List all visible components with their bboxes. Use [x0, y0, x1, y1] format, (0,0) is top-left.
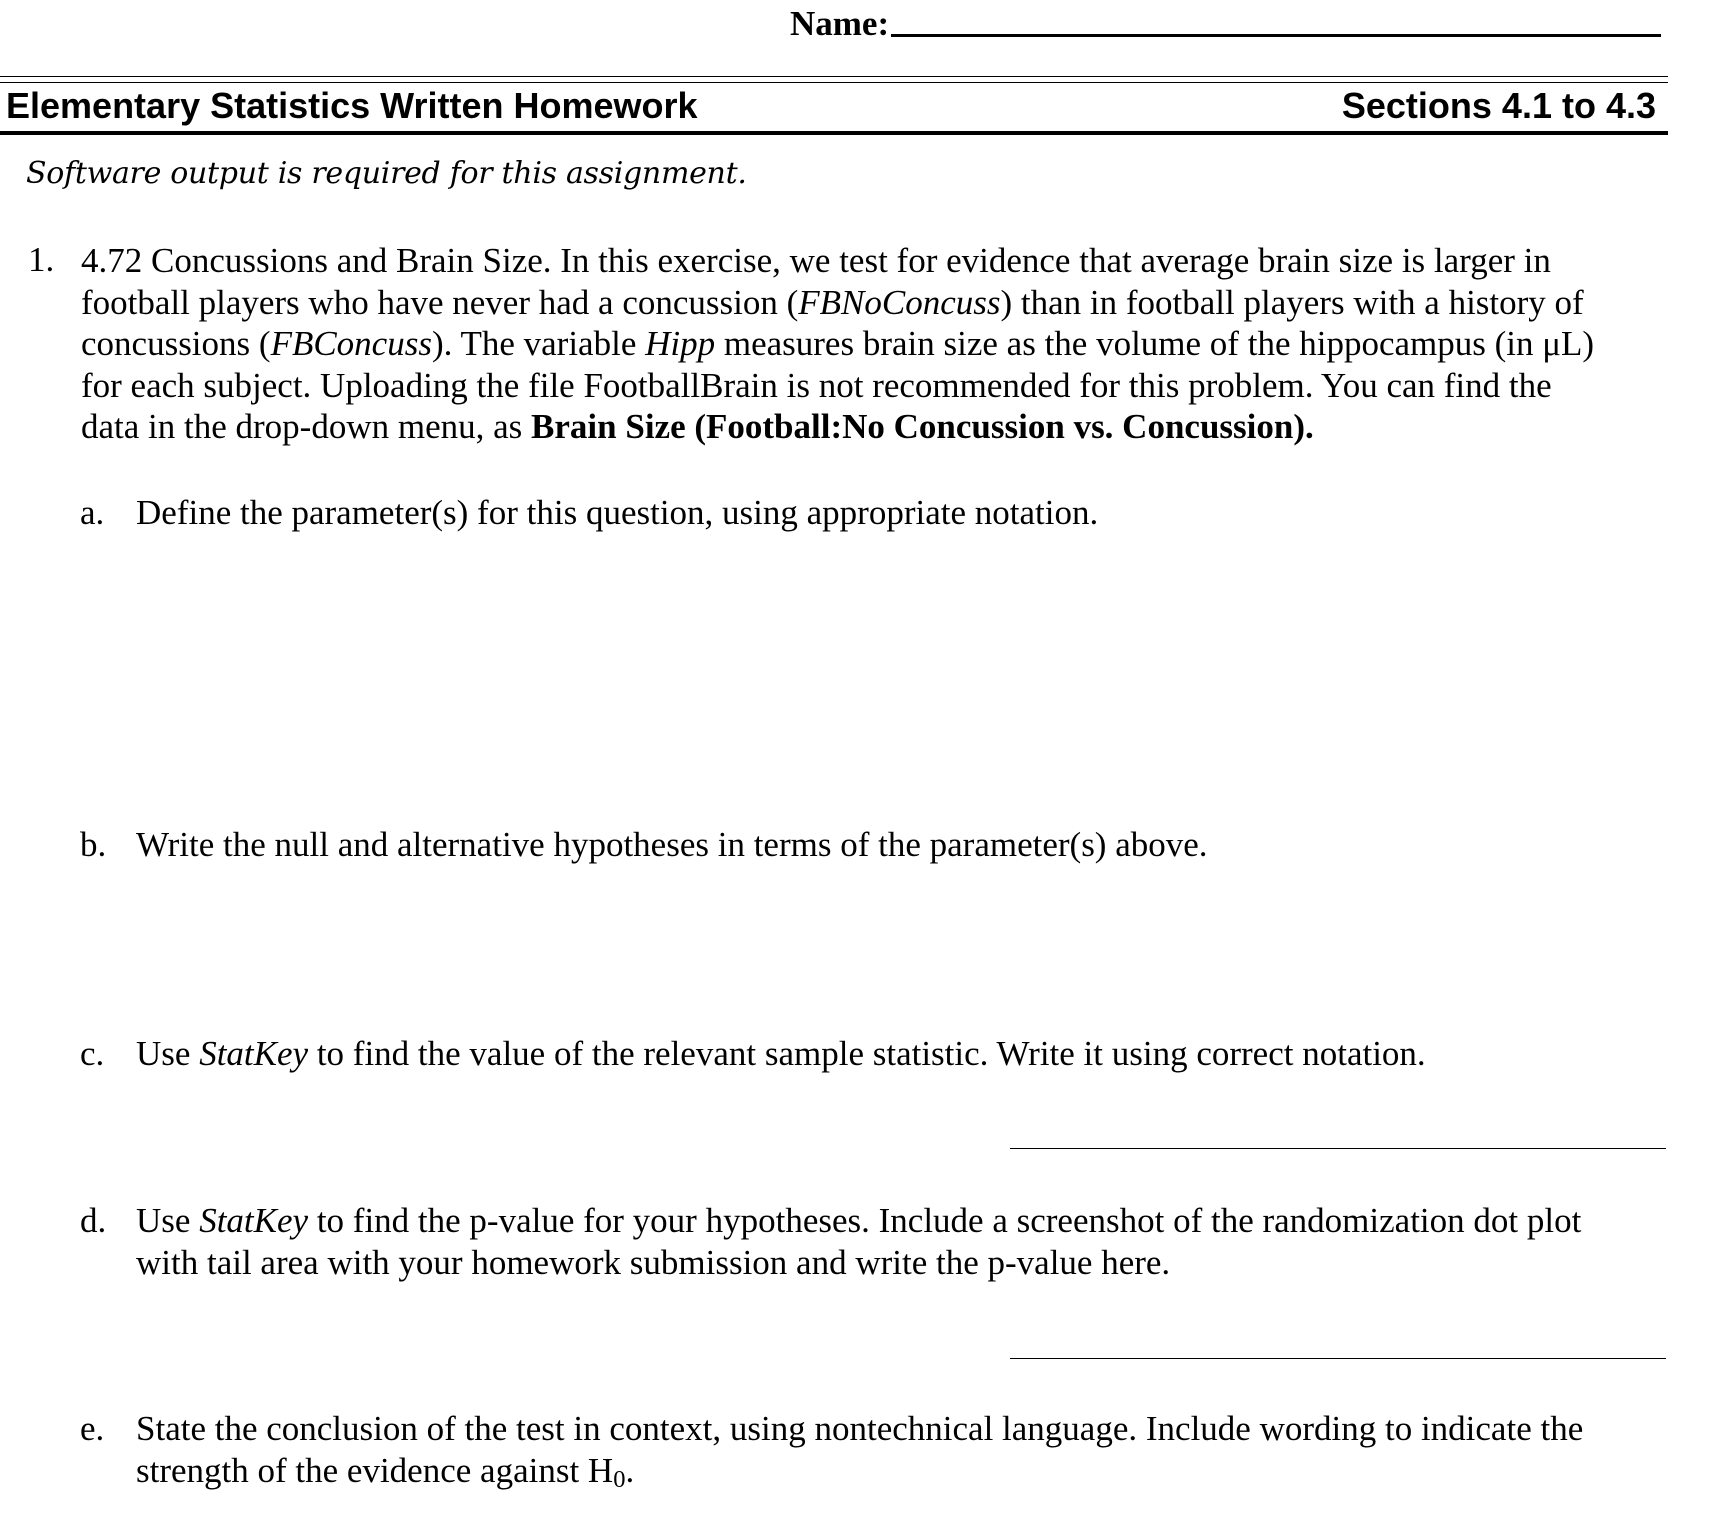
part-b-letter: b. — [80, 825, 107, 864]
part-d-text: Use StatKey to find the p-value for your hypotheses. Include a screenshot of the randomization dot plot with tail area with your homework submission and write the p-value here. — [136, 1201, 1582, 1282]
question-text — [81, 240, 1671, 448]
part-c-text: Use StatKey to find the value of the relevant sample statistic. Write it using correct notation. — [136, 1034, 1426, 1073]
name-label: Name: — [790, 4, 890, 43]
question-number: 1. — [28, 240, 55, 279]
part-d-letter: d. — [80, 1201, 107, 1240]
question-line-5: data in the drop-down menu, as Brain Size (Football:No Concussion vs. Concussion). — [81, 407, 1314, 446]
name-field — [790, 0, 1661, 44]
question-line-2: football players who have never had a concussion (FBNoConcuss) than in football players with a history of — [81, 282, 1584, 322]
part-a-text: Define the parameter(s) for this question, using appropriate notation. — [136, 493, 1099, 532]
question-line-1: 4.72 Concussions and Brain Size. In this exercise, we test for evidence that average brain size is larger in — [81, 241, 1551, 280]
name-blank-line[interactable] — [891, 0, 1661, 37]
answer-line-c[interactable] — [1010, 1148, 1666, 1149]
part-e-text: State the conclusion of the test in context, using nontechnical language. Include wording to indicate the strength of the evidence against $H_0$. — [136, 1409, 1584, 1493]
header-rule-top-second — [0, 82, 1668, 83]
sections-label: Sections 4.1 to 4.3 — [1341, 85, 1656, 126]
header-rule-bottom — [0, 131, 1668, 135]
part-e-letter: e. — [80, 1409, 105, 1448]
part-a-letter: a. — [80, 493, 105, 532]
part-c-letter: c. — [80, 1034, 105, 1073]
question-line-4: for each subject. Uploading the file FootballBrain is not recommended for this problem. You can find the — [81, 365, 1552, 405]
part-b-text: Write the null and alternative hypotheses in terms of the parameter(s) above. — [136, 825, 1208, 864]
document-title: Elementary Statistics Written Homework — [6, 85, 698, 126]
assignment-note: Software output is required for this assignment. — [26, 156, 747, 191]
header-rule-top — [0, 76, 1668, 77]
question-line-3: concussions (FBConcuss). The variable Hipp measures brain size as the volume of the hippocampus (in μL) — [81, 324, 1595, 363]
answer-line-d[interactable] — [1010, 1358, 1666, 1359]
